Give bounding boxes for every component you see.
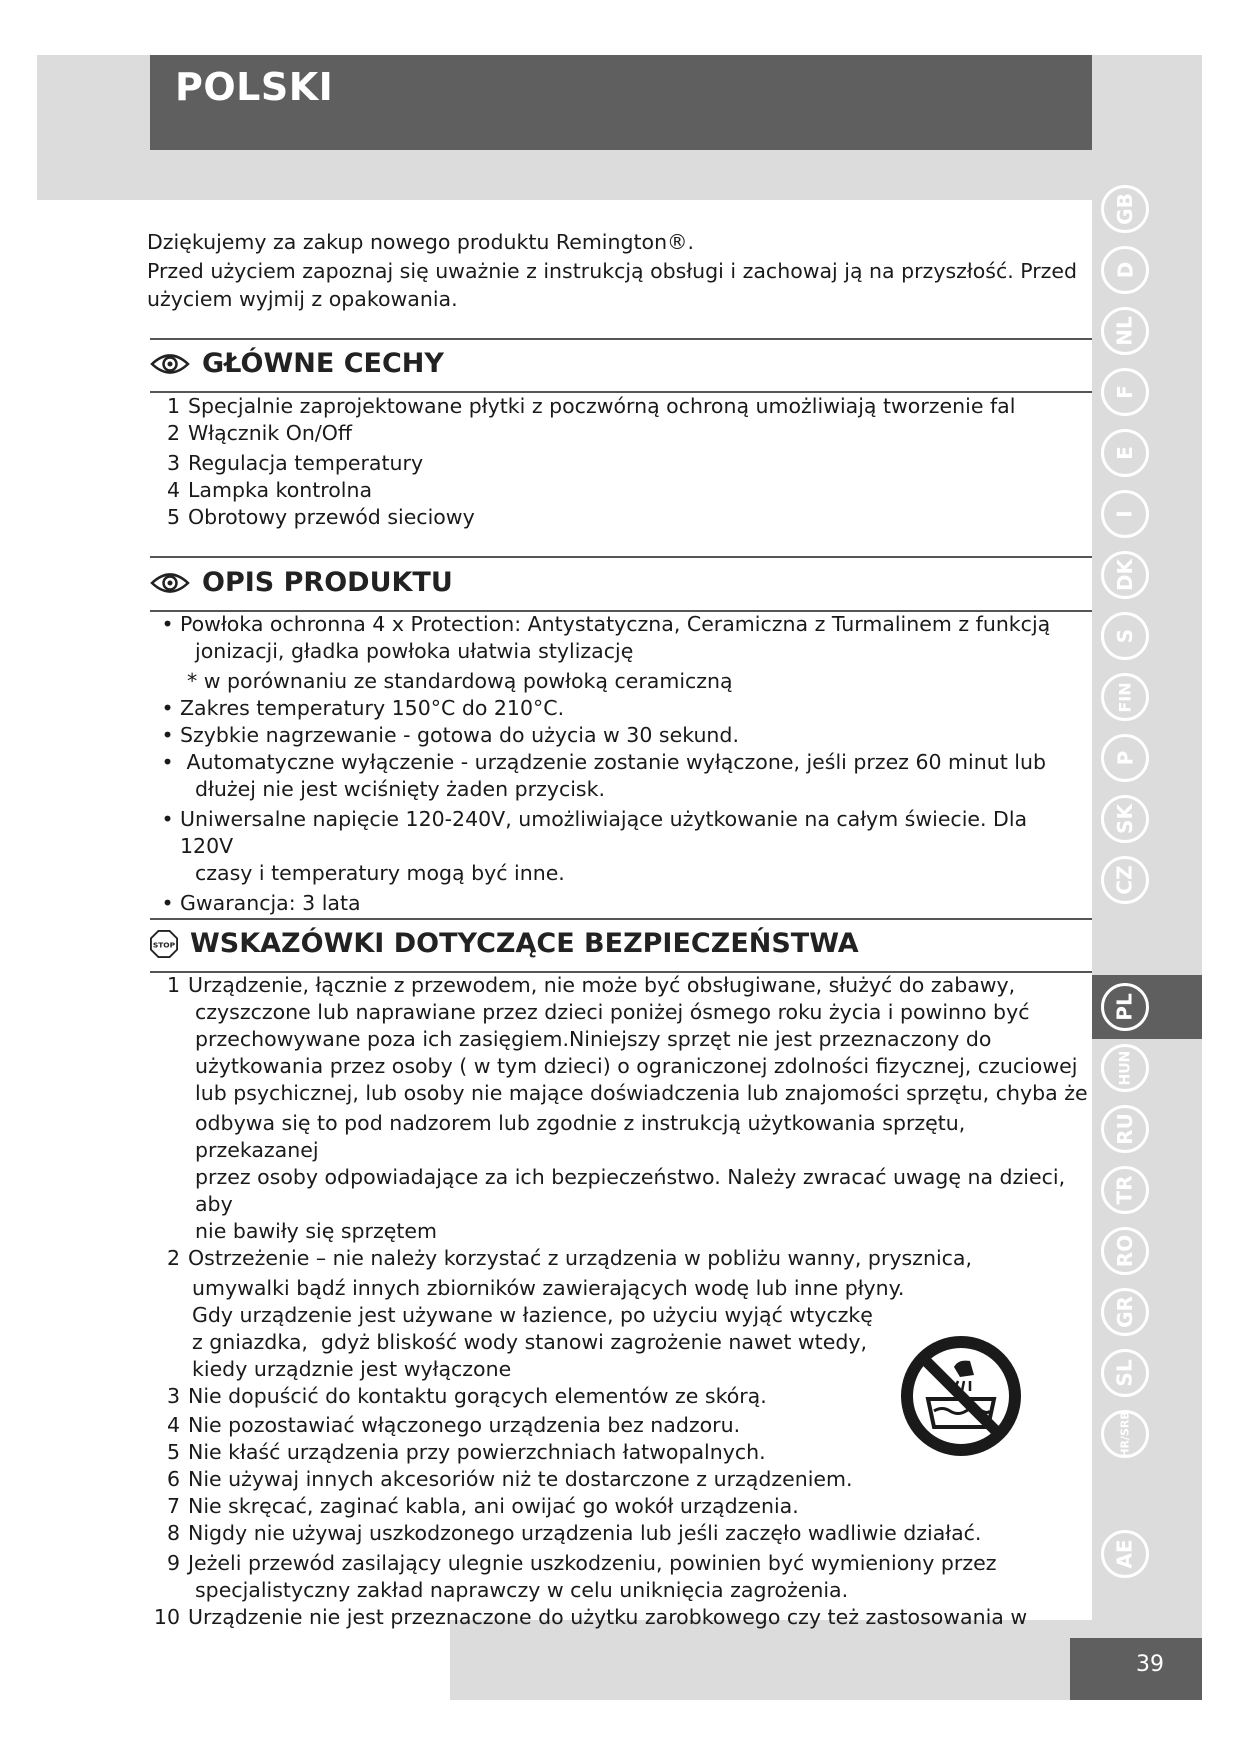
- list-item: 7 Nie skręcać, zaginać kabla, ani owijać go wokół urządzenia.: [166, 1494, 799, 1518]
- intro-line-2: Przed użyciem zapoznaj się uważnie z instrukcją obsługi i zachowaj ją na przyszłość. Przed: [147, 258, 1078, 283]
- list-item: 8 Nigdy nie używaj uszkodzonego urządzenia lub jeśli zaczęło wadliwie działać.: [166, 1521, 982, 1545]
- lang-tab-sl[interactable]: SL: [1101, 1349, 1149, 1397]
- list-item: • Uniwersalne napięcie 120-240V, umożliwiające użytkowanie na całym świecie. Dla 120V: [161, 807, 1028, 858]
- list-item: 10 Urządzenie nie jest przeznaczone do użytku zarobkowego czy też zastosowania w: [153, 1605, 1028, 1629]
- list-item: 2 Włącznik On/Off: [166, 421, 353, 445]
- description-heading-text: OPIS PRODUKTU: [202, 567, 453, 598]
- section-rule: [150, 338, 1092, 340]
- list-item-cont: specjalistyczny zakład naprawczy w celu uniknięcia zagrożenia.: [195, 1578, 849, 1602]
- list-item: 9 Jeżeli przewód zasilający ulegnie uszkodzeniu, powinien być wymieniony przez: [166, 1551, 997, 1575]
- lang-tab-i[interactable]: I: [1101, 490, 1149, 538]
- list-item: 4 Nie pozostawiać włączonego urządzenia bez nadzoru.: [166, 1413, 741, 1437]
- list-item-cont: dłużej nie jest wciśnięty żaden przycisk.: [195, 777, 605, 801]
- features-list: [150, 393, 1080, 531]
- lang-tab-f[interactable]: F: [1101, 368, 1149, 416]
- lang-tab-cz[interactable]: CZ: [1101, 856, 1149, 904]
- list-item-cont: czasy i temperatury mogą być inne.: [195, 861, 565, 885]
- list-item-cont: jonizacji, gładka powłoka ułatwia stylizację: [195, 639, 634, 663]
- section-rule: [150, 918, 1092, 920]
- lang-tab-p[interactable]: P: [1101, 734, 1149, 782]
- list-item-cont: czyszczone lub naprawiane przez dzieci poniżej ósmego roku życia i powinno być: [195, 1000, 1030, 1024]
- list-note: * w porównaniu ze standardową powłoką ceramiczną: [187, 669, 733, 693]
- lang-tab-fin[interactable]: FIN: [1101, 673, 1149, 721]
- lang-tab-tr[interactable]: TR: [1101, 1166, 1149, 1214]
- list-item-cont: odbywa się to pod nadzorem lub zgodnie z instrukcją użytkowania sprzętu, przekazanej: [195, 1111, 966, 1162]
- list-item-cont: kiedy urządznie jest wyłączone: [192, 1357, 512, 1381]
- list-item: 4 Lampka kontrolna: [166, 478, 373, 502]
- lang-tab-hun[interactable]: HUN: [1101, 1044, 1149, 1092]
- lang-tab-sk[interactable]: SK: [1101, 795, 1149, 843]
- no-water-warning-icon: [900, 1335, 1022, 1457]
- lang-tab-gb[interactable]: GB: [1101, 185, 1149, 233]
- lang-tab-ro[interactable]: RO: [1101, 1227, 1149, 1275]
- lang-tab-nl[interactable]: NL: [1101, 307, 1149, 355]
- list-item: • Powłoka ochronna 4 x Protection: Antystatyczna, Ceramiczna z Turmalinem z funkcją: [161, 612, 1051, 636]
- page-number: 39: [1136, 1652, 1164, 1677]
- list-item: 3 Regulacja temperatury: [166, 451, 424, 475]
- section-rule: [150, 556, 1092, 558]
- list-item: 1 Specjalnie zaprojektowane płytki z poczwórną ochroną umożliwiają tworzenie fal: [166, 394, 1016, 418]
- list-item: 6 Nie używaj innych akcesoriów niż te dostarczone z urządzeniem.: [166, 1467, 853, 1491]
- list-item-cont: przechowywane poza ich zasięgiem.Niniejszy sprzęt nie jest przeznaczony do: [195, 1027, 992, 1051]
- lang-tab-ru[interactable]: RU: [1101, 1105, 1149, 1153]
- lang-tab-d[interactable]: D: [1101, 246, 1149, 294]
- list-item-cont: nie bawiły się sprzętem: [195, 1219, 437, 1243]
- lang-tab-pl[interactable]: PL: [1101, 983, 1149, 1031]
- intro-line-3: użyciem wyjmij z opakowania.: [147, 287, 458, 311]
- features-heading: [150, 348, 444, 379]
- list-item: • Zakres temperatury 150°C do 210°C.: [161, 696, 565, 720]
- list-item-cont: użytkowania przez osoby ( w tym dzieci) o ograniczonej zdolności fizycznej, czuciowej: [195, 1054, 1078, 1078]
- stop-icon-label: STOP: [152, 939, 176, 949]
- list-item-cont: Gdy urządzenie jest używane w łazience, po użyciu wyjąć wtyczkę: [192, 1303, 873, 1327]
- list-item: • Gwarancja: 3 lata: [161, 891, 361, 915]
- list-item: • Automatyczne wyłączenie - urządzenie zostanie wyłączone, jeśli przez 60 minut lub: [161, 750, 1046, 774]
- list-item: 3 Nie dopuścić do kontaktu gorących elementów ze skórą.: [166, 1384, 767, 1408]
- safety-heading: [150, 928, 859, 959]
- title-bar: [150, 55, 1092, 150]
- intro-text: [147, 228, 1087, 314]
- list-item: 1 Urządzenie, łącznie z przewodem, nie może być obsługiwane, służyć do zabawy,: [166, 973, 1016, 997]
- lang-tab-s[interactable]: S: [1101, 612, 1149, 660]
- page-title: POLSKI: [175, 65, 334, 109]
- lang-tab-ae[interactable]: AE: [1101, 1530, 1149, 1578]
- intro-line-1: Dziękujemy za zakup nowego produktu Remington®.: [147, 230, 695, 254]
- list-item: 5 Obrotowy przewód sieciowy: [166, 505, 475, 529]
- lang-tab-gr[interactable]: GR: [1101, 1288, 1149, 1336]
- list-item-cont: umywalki bądź innych zbiorników zawierających wodę lub inne płyny.: [192, 1276, 905, 1300]
- lang-tab-dk[interactable]: DK: [1101, 551, 1149, 599]
- safety-heading-text: WSKAZÓWKI DOTYCZĄCE BEZPIECZEŃSTWA: [190, 928, 859, 959]
- lang-tab-e[interactable]: E: [1101, 429, 1149, 477]
- page-number-box: [1070, 1638, 1202, 1700]
- list-item-cont: przez osoby odpowiadające za ich bezpieczeństwo. Należy zwracać uwagę na dzieci, aby: [195, 1165, 1066, 1216]
- eye-icon: [150, 570, 190, 596]
- features-heading-text: GŁÓWNE CECHY: [202, 348, 444, 379]
- safety-list: [150, 972, 1090, 1631]
- list-item: 2 Ostrzeżenie – nie należy korzystać z urządzenia w pobliżu wanny, prysznica,: [166, 1246, 972, 1270]
- eye-icon: [150, 351, 190, 377]
- stop-icon: [150, 930, 178, 958]
- description-list: [155, 611, 1085, 917]
- description-heading: [150, 567, 453, 598]
- language-sidebar: [1092, 200, 1202, 1620]
- list-item-cont: z gniazdka, gdyż bliskość wody stanowi zagrożenie nawet wtedy,: [192, 1330, 867, 1354]
- lang-tab-hr-srb[interactable]: HR/SRB: [1101, 1410, 1149, 1458]
- list-item: 5 Nie kłaść urządzenia przy powierzchniach łatwopalnych.: [166, 1440, 766, 1464]
- list-item: • Szybkie nagrzewanie - gotowa do użycia w 30 sekund.: [161, 723, 739, 747]
- list-item-cont: lub psychicznej, lub osoby nie mające doświadczenia lub znajomości sprzętu, chyba że: [195, 1081, 1088, 1105]
